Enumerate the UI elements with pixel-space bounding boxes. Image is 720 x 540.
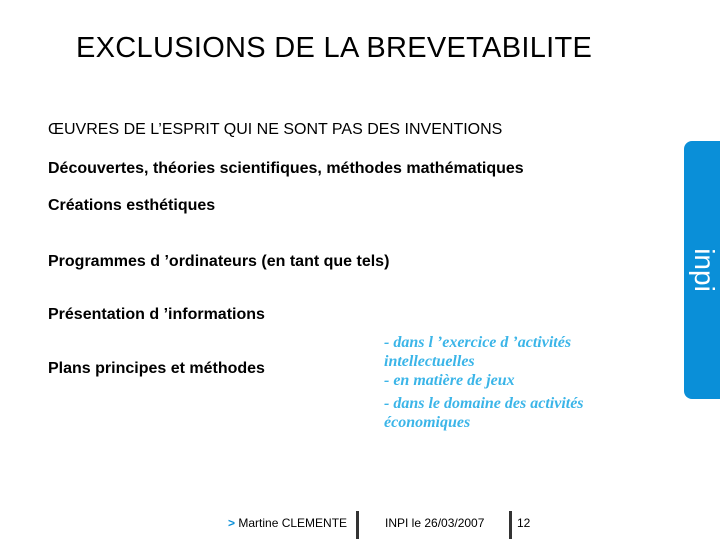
footer-divider: [356, 511, 359, 539]
page-number: 12: [517, 516, 531, 530]
list-item: Créations esthétiques: [48, 197, 216, 214]
inpi-logo: inpi: [689, 248, 720, 292]
note-item: - dans l ’exercice d ’activités intellectuelles: [384, 334, 572, 370]
slide-title: EXCLUSIONS DE LA BREVETABILITE: [76, 32, 593, 64]
arrow-icon: >: [228, 516, 236, 530]
note-item: - dans le domaine des activités économiques: [384, 395, 584, 431]
list-item: Découvertes, théories scientifiques, méthodes mathématiques: [48, 160, 524, 177]
author-name: Martine CLEMENTE: [238, 516, 348, 530]
note-item: - en matière de jeux: [384, 372, 515, 389]
section-heading: ŒUVRES DE L’ESPRIT QUI NE SONT PAS DES INVENTIONS: [48, 121, 503, 138]
footer-author: [228, 516, 347, 530]
footer-divider: [509, 511, 512, 539]
list-item: Plans principes et méthodes: [48, 360, 265, 377]
list-item: Présentation d ’informations: [48, 306, 265, 323]
inpi-logo-tab: [684, 141, 720, 399]
plans-notes: [384, 333, 624, 432]
list-item: Programmes d ’ordinateurs (en tant que tels): [48, 253, 390, 270]
footer-date: INPI le 26/03/2007: [385, 516, 485, 530]
